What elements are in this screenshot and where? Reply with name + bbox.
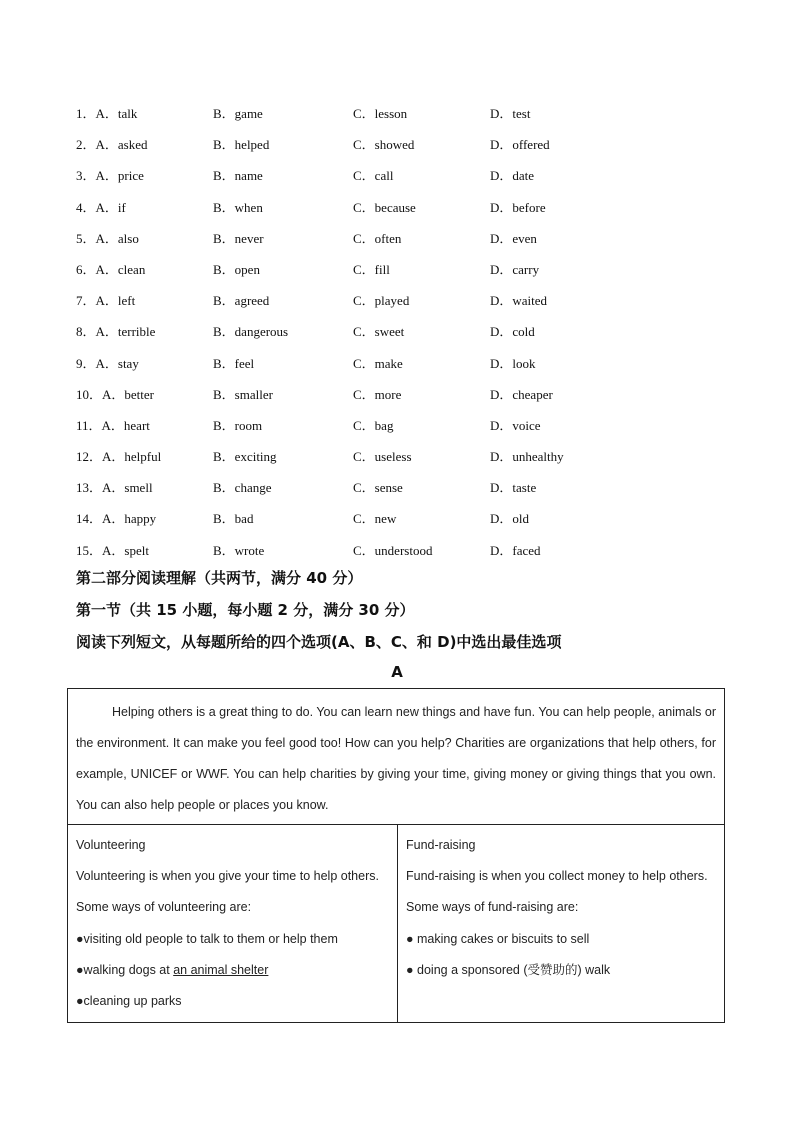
option-c: C．sweet	[353, 324, 405, 340]
option-c: C．make	[353, 355, 403, 371]
fundraising-cell	[398, 825, 724, 1022]
option-c: C．showed	[353, 137, 415, 153]
option-b: B．when	[213, 199, 263, 215]
passage-intro-text: Helping others is a great thing to do. You can learn new things and have fun. You can help people, animals or the environment. It can make you feel good too! How can you help? Charities are organizations that help others, for example, UNICEF or WWF. You can help charities by giving your time, giving money or giving things that you own. You can also help people or places you know.	[76, 705, 716, 812]
option-b: B．helped	[213, 137, 270, 153]
underlined-phrase: an animal shelter	[173, 962, 269, 977]
option-a: 4．A．if	[76, 199, 126, 215]
option-a: 9．A．stay	[76, 355, 139, 371]
fundraising-item: ● doing a sponsored (受赞助的) walk	[406, 962, 611, 977]
option-c: C．lesson	[353, 106, 408, 121]
option-row-1	[76, 98, 716, 129]
option-d: D．faced	[490, 542, 541, 558]
option-row-11	[76, 410, 716, 441]
option-d: D．cheaper	[490, 386, 553, 402]
volunteering-ways-label: Some ways of volunteering are:	[76, 900, 252, 915]
option-row-12	[76, 441, 716, 472]
option-c: C．sense	[353, 480, 403, 496]
option-d: D．unhealthy	[490, 449, 564, 465]
option-row-13	[76, 472, 716, 503]
option-b: B．wrote	[213, 542, 265, 558]
option-row-8	[76, 316, 716, 347]
passage-letter: A	[391, 663, 403, 681]
option-row-3	[76, 160, 716, 191]
option-b: B．open	[213, 261, 260, 277]
option-a: 8．A．terrible	[76, 324, 156, 340]
option-row-4	[76, 192, 716, 223]
option-b: B．game	[213, 106, 263, 121]
volunteering-definition: Volunteering is when you give your time to help others.	[76, 869, 379, 884]
option-d: D．date	[490, 168, 535, 184]
option-d: D．taste	[490, 480, 537, 496]
option-b: B．name	[213, 168, 263, 184]
option-a: 1．A．talk	[76, 106, 138, 121]
option-d: D．carry	[490, 261, 540, 277]
option-d: D．look	[490, 355, 536, 371]
option-c: C．call	[353, 168, 394, 184]
option-c: C．new	[353, 511, 397, 527]
option-d: D．waited	[490, 293, 548, 309]
option-d: D．offered	[490, 137, 550, 153]
option-a: 12．A．helpful	[76, 449, 162, 465]
option-b: B．bad	[213, 511, 254, 527]
option-row-10	[76, 379, 716, 410]
option-a: 14．A．happy	[76, 511, 157, 527]
option-row-2	[76, 129, 716, 160]
volunteering-item: ●cleaning up parks	[76, 993, 182, 1008]
option-b: B．exciting	[213, 449, 277, 465]
option-c: C．understood	[353, 542, 433, 558]
option-d: D．test	[490, 106, 531, 121]
option-c: C．often	[353, 230, 402, 246]
option-a: 11．A．heart	[76, 417, 150, 433]
option-b: B．feel	[213, 355, 255, 371]
option-b: B．dangerous	[213, 324, 289, 340]
fundraising-ways-label: Some ways of fund-raising are:	[406, 900, 579, 915]
option-a: 3．A．price	[76, 168, 144, 184]
option-a: 6．A．clean	[76, 261, 146, 277]
option-c: C．useless	[353, 449, 412, 465]
option-c: C．because	[353, 199, 416, 215]
volunteering-cell	[68, 825, 398, 1022]
option-c: C．played	[353, 293, 410, 309]
option-c: C．bag	[353, 417, 394, 433]
option-b: B．agreed	[213, 293, 270, 309]
option-a: 2．A．asked	[76, 137, 148, 153]
option-d: D．before	[490, 199, 546, 215]
option-c: C．more	[353, 386, 402, 402]
passage-intro-cell	[68, 689, 724, 825]
option-b: B．smaller	[213, 386, 273, 402]
volunteering-title: Volunteering	[76, 838, 146, 852]
fundraising-title: Fund-raising	[406, 838, 476, 852]
option-row-14	[76, 503, 716, 534]
option-row-5	[76, 223, 716, 254]
instruction-text: 阅读下列短文，从每题所给的四个选项(A、B、C、和 D)中选出最佳选项	[76, 633, 562, 651]
part-two-heading: 第二部分阅读理解（共两节，满分 40 分）	[76, 569, 363, 587]
option-b: B．never	[213, 230, 264, 246]
option-a: 10．A．better	[76, 386, 154, 402]
option-c: C．fill	[353, 261, 390, 277]
option-a: 5．A．also	[76, 230, 139, 246]
passage-table	[67, 688, 725, 1023]
volunteering-item: ●visiting old people to talk to them or help them	[76, 931, 338, 946]
option-a: 15．A．spelt	[76, 542, 149, 558]
option-d: D．voice	[490, 417, 541, 433]
option-row-15	[76, 535, 716, 566]
option-row-6	[76, 254, 716, 285]
options-list	[76, 98, 716, 566]
option-d: D．even	[490, 230, 537, 246]
fundraising-item: ● making cakes or biscuits to sell	[406, 931, 590, 946]
option-a: 13．A．smell	[76, 480, 153, 496]
option-a: 7．A．left	[76, 293, 136, 309]
option-d: D．old	[490, 511, 530, 527]
volunteering-item: ●walking dogs at an animal shelter	[76, 962, 269, 977]
option-b: B．change	[213, 480, 272, 496]
option-row-9	[76, 348, 716, 379]
section-one-heading: 第一节（共 15 小题，每小题 2 分，满分 30 分）	[76, 601, 415, 619]
fundraising-definition: Fund-raising is when you collect money to help others.	[406, 869, 708, 884]
option-d: D．cold	[490, 324, 535, 340]
option-row-7	[76, 285, 716, 316]
option-b: B．room	[213, 417, 263, 433]
